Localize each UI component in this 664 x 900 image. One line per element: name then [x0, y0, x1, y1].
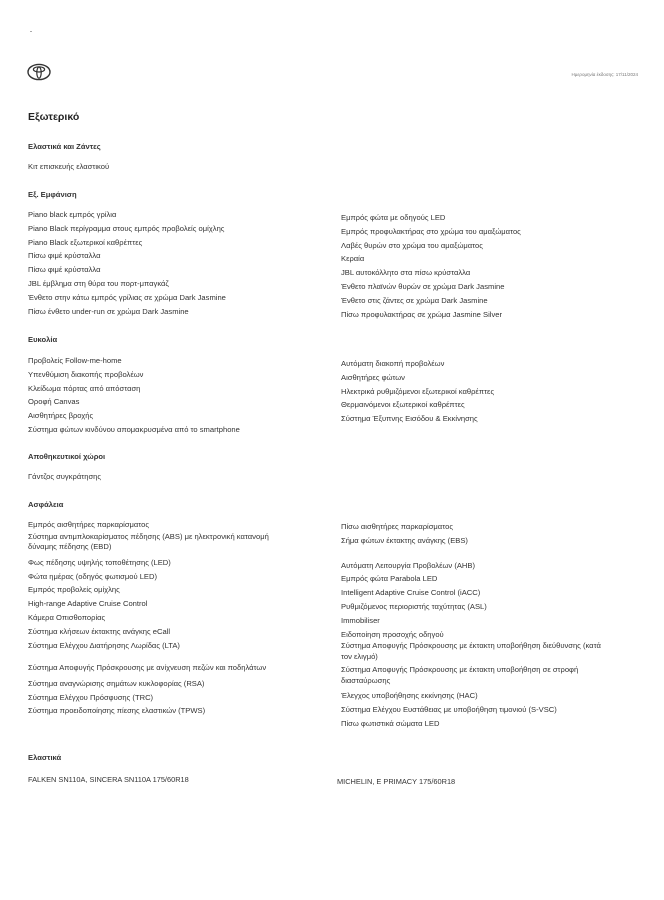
list-item: Κιτ επισκευής ελαστικού: [28, 162, 110, 171]
list-item: Γάντζος συγκράτησης: [28, 472, 102, 481]
list-item: Σύστημα προειδοποίησης πίεσης ελαστικών (TPWS): [28, 706, 206, 716]
list-item: Κεραία: [341, 254, 365, 264]
list-item: Οροφή Canvas: [28, 397, 80, 407]
tyre-spec-left: FALKEN SN110A, SINCERA SN110A 175/60R18: [28, 775, 189, 784]
list-item: Κλείδωμα πόρτας από απόσταση: [28, 383, 141, 393]
list-item: Πίσω φιμέ κρύσταλλα: [28, 265, 101, 275]
list-item: Αισθητήρες βροχής: [28, 411, 94, 421]
list-item: Κάμερα Οπισθοπορίας: [28, 612, 106, 622]
list-item: Ρυθμιζόμενος περιοριστής ταχύτητας (ASL): [341, 601, 487, 611]
list-item: Εμπρός προφυλακτήρας στο χρώμα του αμαξώματος: [341, 226, 521, 236]
list-item: Φως πέδησης υψηλής τοποθέτησης (LED): [28, 557, 171, 567]
list-item: Αυτόματη Λειτουργία Προβολέων (AHB): [341, 560, 475, 570]
list-item: Piano Black περίγραμμα στους εμπρός προβολείς ομίχλης: [28, 223, 225, 233]
section-title-tyres-wheels: Ελαστικά και Ζάντες: [28, 142, 101, 151]
list-item: Προβολείς Follow-me-home: [28, 356, 122, 365]
toyota-logo-icon: [27, 63, 51, 81]
list-item: Εμπρός προβολείς ομίχλης: [28, 585, 120, 595]
list-item: Σύστημα Αποφυγής Πρόσκρουσης με ανίχνευση πεζών και ποδηλάτων: [28, 663, 267, 673]
list-item: Σύστημα Ελέγχου Πρόσφυσης (TRC): [28, 692, 154, 702]
list-item: Αυτόματη διακοπή προβολέων: [341, 359, 445, 368]
list-item: Πίσω φιμέ κρύσταλλα: [28, 251, 101, 261]
list-item: Εμπρός φώτα Parabola LED: [341, 574, 438, 584]
list-item: Θερμαινόμενοι εξωτερικοί καθρέπτες: [341, 400, 465, 410]
list-item: Πίσω φωτιστικά σώματα LED: [341, 718, 440, 728]
list-item: Σύστημα κλήσεων έκτακτης ανάγκης eCall: [28, 626, 171, 636]
page-title: Εξωτερικό: [28, 111, 80, 123]
comfort-left-list: [28, 354, 240, 437]
tyre-spec-right: MICHELIN, E PRIMACY 175/60R18: [337, 777, 456, 786]
list-item: Φώτα ημέρας (οδηγός φωτισμού LED): [28, 571, 158, 581]
list-item: Σύστημα φώτων κινδύνου απομακρυσμένα από το smartphone: [28, 424, 240, 434]
list-item: Λαβές θυρών στο χρώμα του αμαξώματος: [341, 240, 483, 250]
list-item: Αισθητήρες φώτων: [341, 372, 405, 382]
list-item: Σύστημα αναγνώρισης σημάτων κυκλοφορίας (RSA): [28, 678, 205, 688]
list-item: Σύστημα Ελέγχου Διατήρησης Λωρίδας (LTA): [28, 640, 180, 650]
tyres-wheels-list: [28, 160, 109, 174]
list-item: Piano Black εξωτερικοί καθρέπτες: [28, 237, 143, 247]
list-item: Ένθετο στις ζάντες σε χρώμα Dark Jasmine: [341, 295, 488, 305]
issue-date: Ημερομηνία έκδοσης: 17/11/2024: [571, 72, 638, 77]
list-item: Πίσω ένθετο under-run σε χρώμα Dark Jasmine: [28, 306, 189, 316]
section-title-safety: Ασφάλεια: [28, 500, 64, 509]
list-item: Σήμα φώτων έκτακτης ανάγκης (EBS): [341, 535, 468, 545]
list-item: Ένθετο πλαϊνών θυρών σε χρώμα Dark Jasmine: [341, 281, 505, 291]
exterior-left-list: [28, 208, 226, 318]
section-title-storage: Αποθηκευτικοί χώροι: [28, 452, 106, 461]
comfort-right-list: [341, 357, 494, 426]
list-item: Immobiliser: [341, 615, 380, 625]
list-item: Ειδοποίηση προσοχής οδηγού: [341, 629, 444, 639]
list-item: Έλεγχος υποβοήθησης εκκίνησης (HAC): [341, 691, 478, 701]
list-item: Εμπρός φώτα με οδηγούς LED: [341, 213, 446, 222]
storage-list: [28, 470, 101, 484]
list-item: Σύστημα Έξυπνης Εισόδου & Εκκίνησης: [341, 414, 478, 424]
list-item: Σύστημα αντιμπλοκαρίσματος πέδησης (ABS) με ηλεκτρονική κατανομή δύναμης πέδησης (EBD): [28, 531, 269, 552]
list-item: Πίσω προφυλακτήρας σε χρώμα Jasmine Silver: [341, 309, 502, 319]
list-item: Εμπρός αισθητήρες παρκαρίσματος: [28, 520, 150, 529]
list-item: Σύστημα Αποφυγής Πρόσκρουσης με έκτακτη υποβοήθηση διεύθυνσης (κατά τον ελιγμό): [341, 641, 601, 661]
list-item: JBL αυτοκόλλητο στα πίσω κρύσταλλα: [341, 268, 471, 278]
section-title-tyres: Ελαστικά: [28, 753, 62, 762]
list-item: Σύστημα Ελέγχου Ευστάθειας με υποβοήθηση τιμονιού (S-VSC): [341, 705, 557, 715]
section-title-exterior: Εξ. Εμφάνιση: [28, 190, 77, 199]
section-title-comfort: Ευκολία: [28, 335, 58, 344]
list-item: JBL έμβλημα στη θύρα του πορτ-μπαγκάζ: [28, 278, 169, 288]
list-item: Υπενθύμιση διακοπής προβολέων: [28, 369, 144, 379]
safety-left-list: [28, 518, 296, 718]
list-item: Piano black εμπρός γρίλια: [28, 210, 117, 219]
list-item: High-range Adaptive Cruise Control: [28, 599, 148, 609]
list-item: Ένθετο στην κάτω εμπρός γρίλιας σε χρώμα Dark Jasmine: [28, 292, 226, 302]
list-item: Σύστημα Αποφυγής Πρόσκρουσης με έκτακτη υποβοήθηση σε στροφή διασταύρωσης: [341, 665, 579, 685]
scan-mark: [30, 31, 32, 32]
list-item: Intelligent Adaptive Cruise Control (iACC): [341, 588, 481, 598]
exterior-right-list: [341, 211, 521, 321]
list-item: Πίσω αισθητήρες παρκαρίσματος: [341, 522, 453, 531]
safety-right-list: [341, 520, 609, 731]
list-item: Ηλεκτρικά ρυθμιζόμενοι εξωτερικοί καθρέπτες: [341, 386, 495, 396]
